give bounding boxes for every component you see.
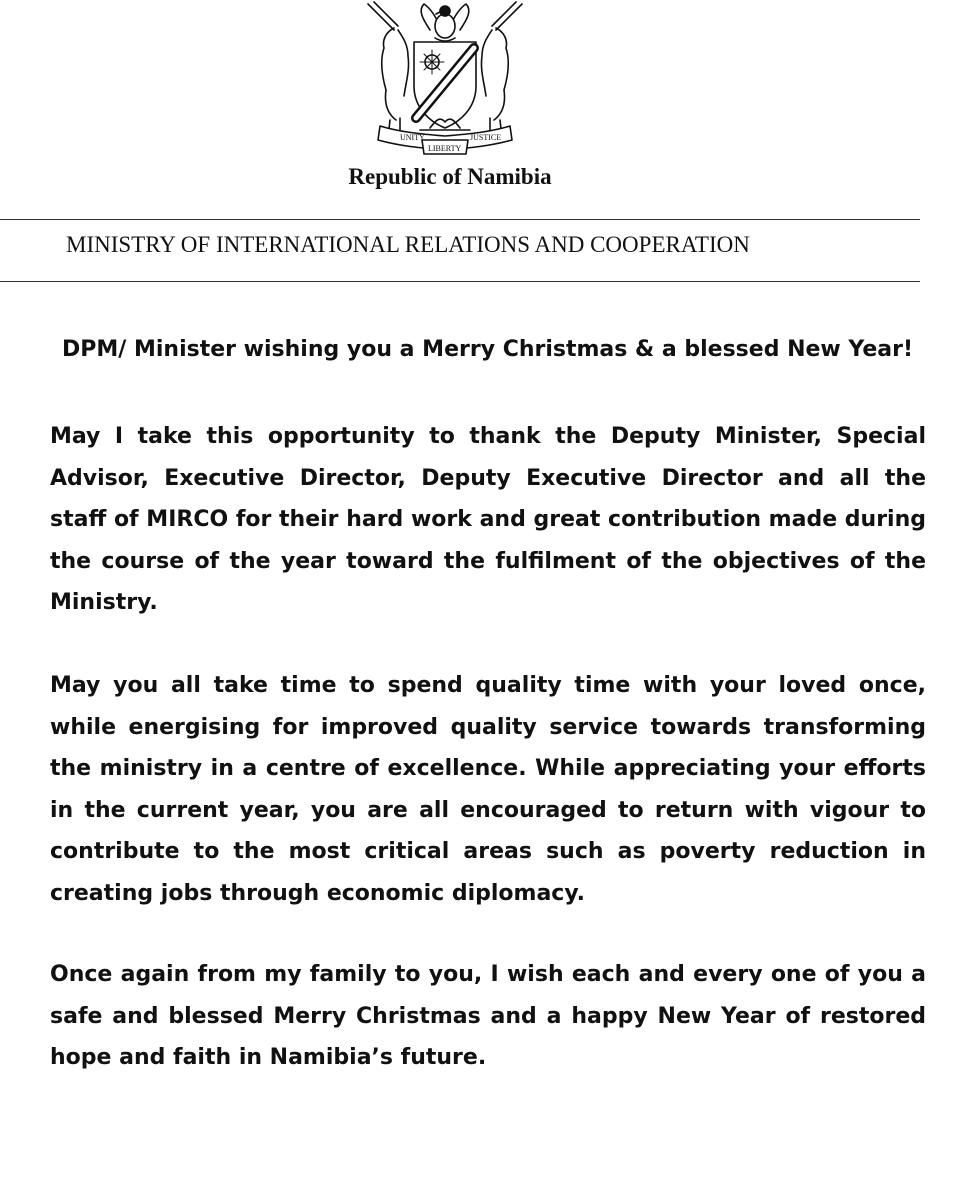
coat-of-arms-emblem (360, 0, 530, 158)
motto-unity: UNITY (400, 133, 425, 142)
header-divider-bottom (0, 281, 920, 282)
header-divider-top (0, 219, 920, 220)
letter-paragraph: May I take this opportunity to thank the Deputy Minister, Special Advisor, Executive Director, Deputy Executive Director and all the staff of MIRCO for their hard work and great contribution made during the course of the year toward the fulfilment of the objectives of the Ministry. (50, 424, 926, 615)
letter-paragraph: May you all take time to spend quality time with your loved once, while energising for improved quality service towards transforming the ministry in a centre of excellence. While appreciating your efforts in the current year, you are all encouraged to return with vigour to contribute to the most critical areas such as poverty reduction in creating jobs through economic diplomacy. (50, 673, 926, 906)
motto-liberty: LIBERTY (428, 144, 462, 153)
ministry-name: MINISTRY OF INTERNATIONAL RELATIONS AND COOPERATION (66, 232, 750, 257)
country-name: Republic of Namibia (348, 164, 552, 189)
letter-paragraph: Once again from my family to you, I wish each and every one of you a safe and blessed Merry Christmas and a happy New Year of restored hope and faith in Namibia’s future. (50, 962, 926, 1070)
motto-justice: JUSTICE (470, 133, 502, 142)
letter-headline: DPM/ Minister wishing you a Merry Christmas & a blessed New Year! (62, 337, 913, 362)
